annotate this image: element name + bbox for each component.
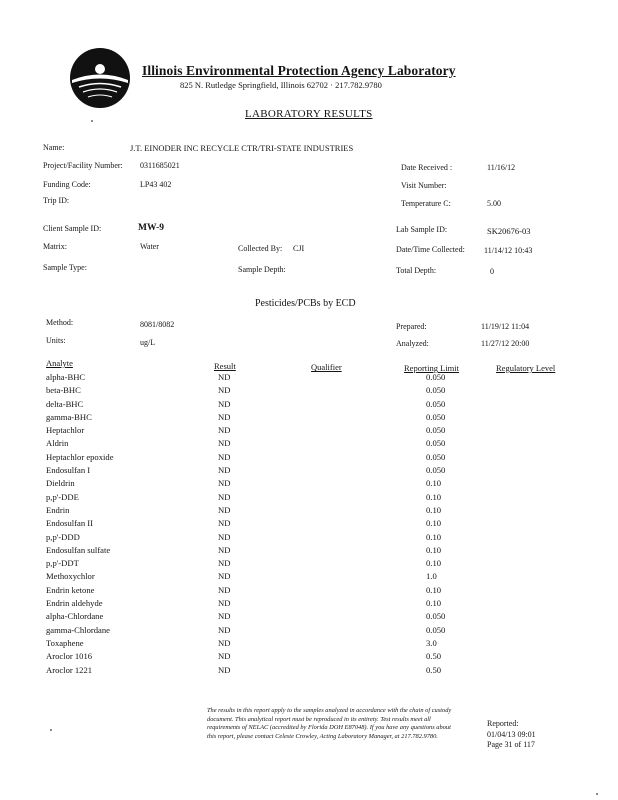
result-cell: ND: [218, 651, 231, 662]
reporting-limit-cell: 0.10: [426, 531, 442, 542]
reporting-limit-cell: 0.050: [426, 438, 446, 449]
collected-by-label: Collected By:: [238, 244, 283, 253]
analyte-cell: Heptachlor epoxide: [46, 451, 114, 462]
units-label: Units:: [46, 336, 66, 345]
reporting-limit-cell: 0.50: [426, 664, 442, 675]
total-depth-value: 0: [490, 267, 494, 276]
column-header-result: Result: [214, 361, 236, 371]
reporting-limit-cell: 0.050: [426, 624, 446, 635]
iepa-logo-icon: [69, 47, 131, 109]
table-row: [44, 505, 584, 518]
project-label: Project/Facility Number:: [43, 161, 123, 170]
method-label: Method:: [46, 318, 74, 327]
table-row: [44, 611, 584, 624]
result-cell: ND: [218, 531, 231, 542]
table-row: [44, 399, 584, 412]
column-header-analyte: Analyte: [46, 358, 73, 368]
table-row: [44, 651, 584, 664]
table-row: [44, 625, 584, 638]
result-cell: ND: [218, 558, 231, 569]
result-cell: ND: [218, 598, 231, 609]
analyte-cell: Heptachlor: [46, 425, 85, 436]
table-row: [44, 425, 584, 438]
name-value: J.T. EINODER INC RECYCLE CTR/TRI-STATE INDUSTRIES: [130, 143, 354, 153]
reporting-limit-cell: 0.50: [426, 651, 442, 662]
table-row: [44, 438, 584, 451]
reporting-limit-cell: 1.0: [426, 571, 437, 582]
table-row: [44, 598, 584, 611]
prepared-label: Prepared:: [396, 322, 427, 331]
funding-label: Funding Code:: [43, 180, 91, 189]
section-title: Pesticides/PCBs by ECD: [255, 298, 356, 309]
units-value: ug/L: [140, 338, 156, 347]
temperature-value: 5.00: [487, 199, 501, 208]
analyte-cell: gamma-Chlordane: [46, 624, 110, 635]
client-sample-value: MW-9: [138, 223, 165, 233]
result-cell: ND: [218, 544, 231, 555]
result-cell: ND: [218, 425, 231, 436]
result-cell: ND: [218, 637, 231, 648]
table-row: [44, 385, 584, 398]
analyzed-label: Analyzed:: [396, 339, 429, 348]
datetime-collected-value: 11/14/12 10:43: [484, 246, 533, 255]
table-row: [44, 638, 584, 651]
analyte-cell: Aroclor 1221: [46, 664, 93, 675]
analyte-cell: gamma-BHC: [46, 411, 92, 422]
reporting-limit-cell: 0.10: [426, 558, 442, 569]
scan-speck: [91, 120, 93, 122]
table-row: [44, 571, 584, 584]
report-footnote: The results in this report apply to the samples analyzed in accordance with the chain of custody document. This analytical report must be reproduced in its entirety. Test results meet all requirements of NELAC (accredited by Florida DOH E87048). If you have any questions about this report, please contact Celeste Crowley, Acting Laboratory Manager, at 217.782.9780.: [207, 707, 452, 740]
analyte-cell: Endosulfan sulfate: [46, 544, 111, 555]
visit-label: Visit Number:: [401, 181, 447, 190]
lab-sample-label: Lab Sample ID:: [396, 225, 448, 234]
result-cell: ND: [218, 624, 231, 635]
table-row: [44, 665, 584, 678]
report-stamp: [487, 719, 536, 751]
reporting-limit-cell: 0.10: [426, 504, 442, 515]
temperature-label: Temperature C:: [401, 199, 451, 208]
result-cell: ND: [218, 398, 231, 409]
analyte-cell: Endrin ketone: [46, 584, 95, 595]
table-row: [44, 492, 584, 505]
result-cell: ND: [218, 385, 231, 396]
reporting-limit-cell: 0.10: [426, 491, 442, 502]
reporting-limit-cell: 0.050: [426, 385, 446, 396]
prepared-value: 11/19/12 11:04: [481, 322, 530, 331]
table-row: [44, 372, 584, 385]
column-header-reporting-limit: Reporting Limit: [404, 363, 460, 373]
table-row: [44, 452, 584, 465]
sample-depth-label: Sample Depth:: [238, 265, 286, 274]
table-row: [44, 585, 584, 598]
scan-speck: [596, 793, 598, 795]
reporting-limit-cell: 0.10: [426, 478, 442, 489]
column-header-qualifier: Qualifier: [311, 362, 342, 372]
name-label: Name:: [43, 143, 65, 152]
reporting-limit-cell: 0.050: [426, 611, 446, 622]
reporting-limit-cell: 0.050: [426, 465, 446, 476]
result-cell: ND: [218, 491, 231, 502]
analyte-cell: Aldrin: [46, 438, 69, 449]
total-depth-label: Total Depth:: [396, 266, 437, 275]
report-title: LABORATORY RESULTS: [245, 108, 373, 120]
scan-speck: [50, 729, 52, 731]
results-table: [44, 372, 584, 678]
analyte-cell: Dieldrin: [46, 478, 75, 489]
analyte-cell: p,p'-DDE: [46, 491, 79, 502]
organization-address: 825 N. Rutledge Springfield, Illinois 62702 · 217.782.9780: [180, 80, 382, 90]
analyte-cell: Toxaphene: [46, 637, 84, 648]
result-cell: ND: [218, 664, 231, 675]
reporting-limit-cell: 3.0: [426, 637, 437, 648]
reporting-limit-cell: 0.050: [426, 411, 446, 422]
result-cell: ND: [218, 438, 231, 449]
project-value: 0311685021: [140, 161, 180, 170]
analyte-cell: alpha-Chlordane: [46, 611, 104, 622]
reporting-limit-cell: 0.10: [426, 544, 442, 555]
column-header-regulatory-level: Regulatory Level: [496, 363, 556, 373]
reporting-limit-cell: 0.050: [426, 451, 446, 462]
analyte-cell: Methoxychlor: [46, 571, 95, 582]
date-received-label: Date Received :: [401, 163, 453, 172]
analyte-cell: p,p'-DDT: [46, 558, 79, 569]
analyte-cell: Endrin: [46, 504, 70, 515]
table-row: [44, 412, 584, 425]
client-sample-label: Client Sample ID:: [43, 224, 102, 233]
reporting-limit-cell: 0.050: [426, 398, 446, 409]
result-cell: ND: [218, 611, 231, 622]
method-value: 8081/8082: [140, 320, 175, 329]
reported-label: Reported:: [487, 719, 519, 728]
analyte-cell: alpha-BHC: [46, 372, 86, 382]
result-cell: ND: [218, 465, 231, 476]
result-cell: ND: [218, 451, 231, 462]
table-row: [44, 545, 584, 558]
page-number: Page 31 of 117: [487, 740, 535, 749]
analyte-cell: Endosulfan II: [46, 518, 94, 529]
analyte-cell: beta-BHC: [46, 385, 81, 396]
result-cell: ND: [218, 571, 231, 582]
result-cell: ND: [218, 504, 231, 515]
table-row: [44, 478, 584, 491]
analyte-cell: Aroclor 1016: [46, 651, 93, 662]
reporting-limit-cell: 0.10: [426, 518, 442, 529]
sample-type-label: Sample Type:: [43, 263, 87, 272]
analyte-cell: Endrin aldehyde: [46, 598, 103, 609]
result-cell: ND: [218, 411, 231, 422]
result-cell: ND: [218, 584, 231, 595]
collected-by-value: CJI: [293, 244, 305, 253]
reporting-limit-cell: 0.050: [426, 425, 446, 436]
table-row: [44, 532, 584, 545]
table-row: [44, 465, 584, 478]
datetime-collected-label: Date/Time Collected:: [396, 245, 465, 254]
matrix-value: Water: [140, 242, 159, 251]
analyte-cell: Endosulfan I: [46, 465, 91, 476]
result-cell: ND: [218, 372, 231, 382]
reporting-limit-cell: 0.10: [426, 598, 442, 609]
reporting-limit-cell: 0.050: [426, 372, 446, 382]
analyte-cell: p,p'-DDD: [46, 531, 80, 542]
funding-value: LP43 402: [140, 180, 172, 189]
result-cell: ND: [218, 478, 231, 489]
matrix-label: Matrix:: [43, 242, 67, 251]
table-row: [44, 558, 584, 571]
result-cell: ND: [218, 518, 231, 529]
date-received-value: 11/16/12: [487, 163, 516, 172]
organization-name: Illinois Environmental Protection Agency Laboratory: [142, 63, 456, 78]
table-row: [44, 518, 584, 531]
trip-label: Trip ID:: [43, 196, 70, 205]
analyte-cell: delta-BHC: [46, 398, 84, 409]
lab-sample-value: SK20676-03: [487, 226, 531, 236]
reporting-limit-cell: 0.10: [426, 584, 442, 595]
reported-value: 01/04/13 09:01: [487, 729, 536, 739]
analyzed-value: 11/27/12 20:00: [481, 339, 530, 348]
